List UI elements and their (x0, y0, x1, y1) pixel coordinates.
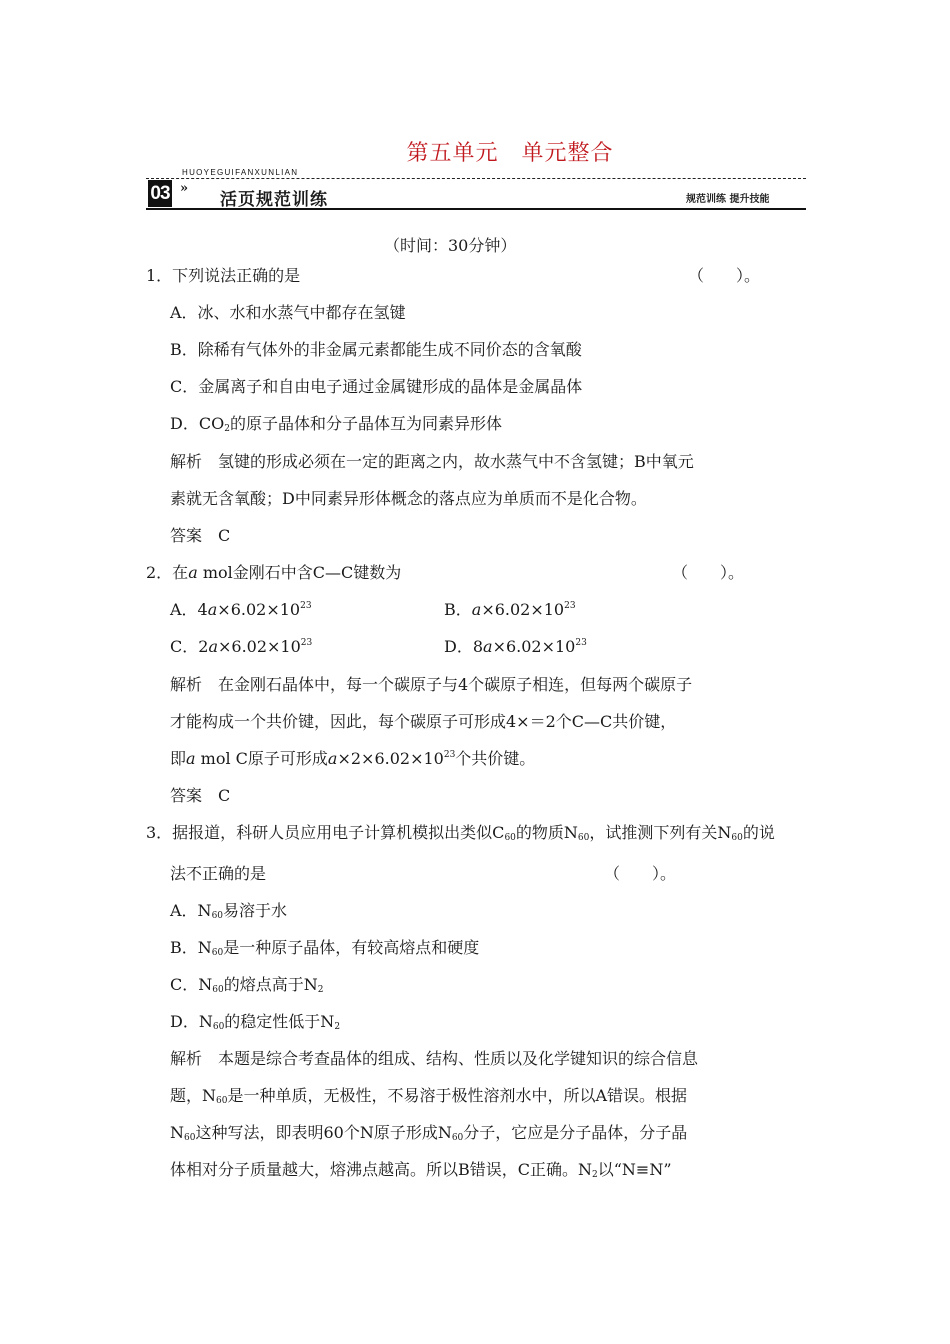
q2-stem: 2．在a mol金刚石中含C—C键数为 (146, 563, 402, 582)
q3-option-c: C．$N_{60}$的熔点高于$N_2$ (170, 975, 324, 995)
q1-option-c: C．金属离子和自由电子通过金属键形成的晶体是金属晶体 (170, 377, 583, 396)
section-badge: 03 (148, 180, 172, 207)
header-pinyin: HUOYEGUIFANXUNLIAN (182, 168, 299, 177)
q3-option-b: B．$N_{60}$是一种原子晶体，有较高熔点和硬度 (170, 938, 480, 958)
header-rule (146, 208, 806, 210)
header-tagline: 规范训练 提升技能 (686, 194, 770, 205)
header-dashed-rule (146, 178, 806, 179)
q2-analysis-line-3: 即a mol C原子可形成$a\times 2\times 6.02\times 10^{23}$个共价键。 (170, 749, 536, 768)
q3-stem: 3．据报道，科研人员应用电子计算机模拟出类似$C_{60}$的物质$N_{60}$，试推测下列有关$N_{60}$的说 (146, 823, 775, 843)
q1-analysis-line-1: 解析 氢键的形成必须在一定的距离之内，故水蒸气中不含氢键；B中氧元 (170, 452, 694, 471)
q2-option-c: C．$2a\times 6.02\times 10^{23}$ (170, 637, 313, 656)
q1-bracket: （ ）。 (688, 266, 761, 285)
q2-answer: 答案 C (170, 786, 231, 805)
q3-bracket: （ ）。 (604, 864, 677, 883)
q2-bracket: （ ）。 (672, 563, 745, 582)
q3-analysis-line-3: $N_{60}$这种写法，即表明60个N原子形成$N_{60}$分子，它应是分子晶体，分子晶 (170, 1123, 688, 1143)
q2-option-d: D．$8a\times 6.02\times 10^{23}$ (444, 637, 587, 656)
q2-analysis-line-2: 才能构成一个共价键，因此，每个碳原子可形成4×＝2个C—C共价键， (170, 712, 677, 731)
q3-stem-line-2: 法不正确的是 (170, 864, 267, 883)
q1-option-a: A．冰、水和水蒸气中都存在氢键 (170, 303, 406, 322)
q3-analysis-line-4: 体相对分子质量越大，熔沸点越高。所以B错误，C正确。$N_2$以“N≡N” (170, 1160, 672, 1180)
q3-option-d: D．$N_{60}$的稳定性低于$N_2$ (170, 1012, 341, 1032)
chevron-icon: » (180, 181, 189, 196)
q1-stem: 1．下列说法正确的是 (146, 266, 301, 285)
q1-answer: 答案 C (170, 526, 231, 545)
q1-option-d: D．$CO_2$的原子晶体和分子晶体互为同素异形体 (170, 414, 502, 434)
q1-option-b: B．除稀有气体外的非金属元素都能生成不同价态的含氧酸 (170, 340, 582, 359)
time-note: （时间：30分钟） (384, 236, 517, 255)
section-banner: 活页规范训练 (220, 190, 328, 210)
page-title: 第五单元 单元整合 (406, 141, 614, 166)
q3-option-a: A．$N_{60}$易溶于水 (170, 901, 288, 921)
q2-option-a: A．$4a\times 6.02\times 10^{23}$ (170, 600, 312, 619)
q2-option-b: B．$a\times 6.02\times 10^{23}$ (444, 600, 576, 619)
q3-analysis-line-1: 解析 本题是综合考查晶体的组成、结构、性质以及化学键知识的综合信息 (170, 1049, 699, 1068)
q3-analysis-line-2: 题，$N_{60}$是一种单质，无极性，不易溶于极性溶剂水中，所以A错误。根据 (170, 1086, 688, 1106)
q2-analysis-line-1: 解析 在金刚石晶体中，每一个碳原子与4个碳原子相连，但每两个碳原子 (170, 675, 693, 694)
q1-analysis-line-2: 素就无含氧酸；D中同素异形体概念的落点应为单质而不是化合物。 (170, 489, 647, 508)
